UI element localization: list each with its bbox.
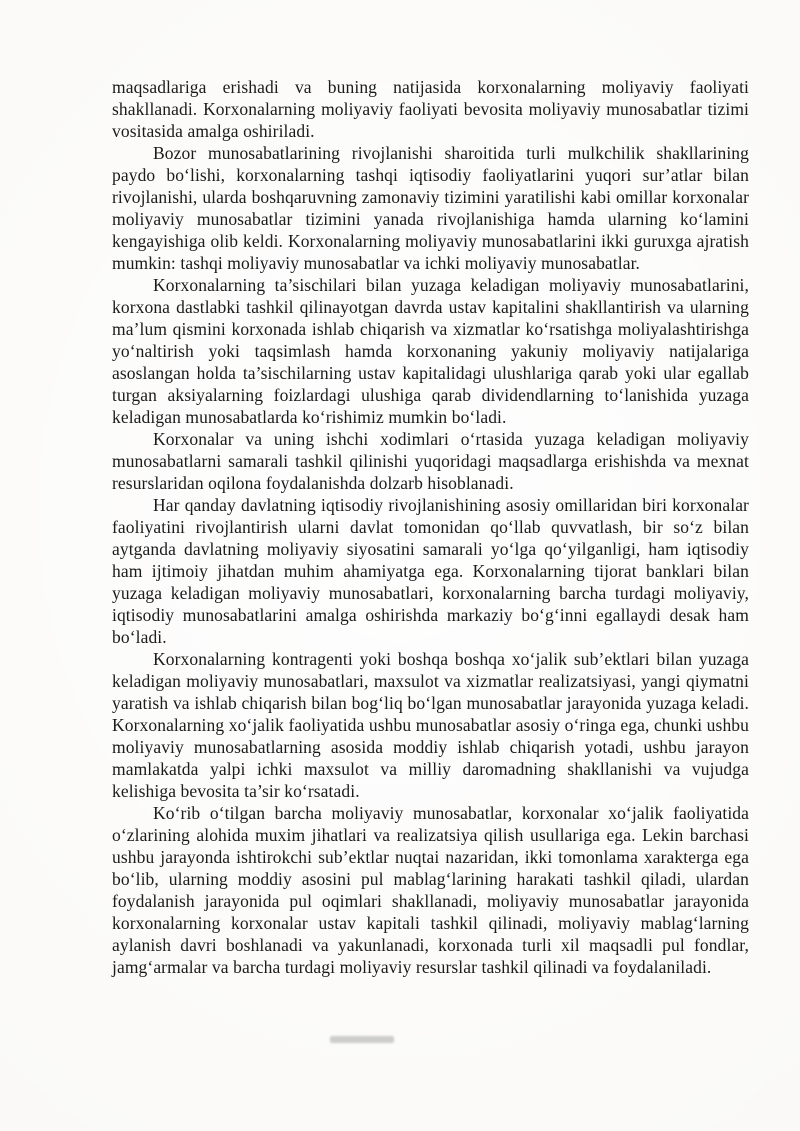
paragraph-7: Koʻrib oʻtilgan barcha moliyaviy munosabatlar, korxonalar xoʻjalik faoliyatida oʻzlarining alohida muxim jihatlari va realizatsiya qilish usullariga ega. Lekin barchasi ushbu jarayonda ishtirokchi sub’ektlar nuqtai nazaridan, ikki tomonlama xarakterga ega boʻlib, ularning moddiy asosini pul mablagʻlarining harakati tashkil qiladi, ulardan foydalanish jarayonida pul oqimlari shakllanadi, moliyaviy munosabatlar jarayonida korxonalarning korxonalar ustav kapitali tashkil qilinadi, moliyaviy mablagʻlarning aylanish davri boshlanadi va yakunlanadi, korxonada turli xil maqsadli pul fondlar, jamgʻarmalar va barcha turdagi moliyaviy resurslar tashkil qilinadi va foydalaniladi. — [112, 803, 749, 977]
paragraph-6: Korxonalarning kontragenti yoki boshqa boshqa xoʻjalik sub’ektlari bilan yuzaga keladigan moliyaviy munosabatlari, maxsulot va xizmatlar realizatsiyasi, yangi qiymatni yaratish va ishlab chiqarish bilan bogʻliq boʻlgan munosabatlar jarayonida yuzaga keladi. Korxonalarning xoʻjalik faoliyatida ushbu munosabatlar asosiy oʻringa ega, chunki ushbu moliyaviy munosabatlarning asosida moddiy ishlab chiqarish yotadi, ushbu jarayon mamlakatda yalpi ichki maxsulot va milliy daromadning shakllanishi va vujudga kelishiga bevosita ta’sir koʻrsatadi. — [112, 649, 749, 801]
paragraph-5: Har qanday davlatning iqtisodiy rivojlanishining asosiy omillaridan biri korxonalar faoliyatini rivojlantirish ularni davlat tomonidan qoʻllab quvvatlash, bir soʻz bilan aytganda davlatning moliyaviy siyosatini samarali yoʻlga qoʻyilganligi, ham iqtisodiy ham ijtimoiy jihatdan muhim ahamiyatga ega. Korxonalarning tijorat banklari bilan yuzaga keladigan moliyaviy munosabatlari, korxonalarning barcha turdagi moliyaviy, iqtisodiy munosabatlarini amalga oshirishda markaziy boʻgʻinni egallaydi desak ham boʻladi. — [112, 495, 749, 647]
paragraph-1: maqsadlariga erishadi va buning natijasida korxonalarning moliyaviy faoliyati shakllanadi. Korxonalarning moliyaviy faoliyati bevosita moliyaviy munosabatlar tizimi vositasida amalga oshiriladi. — [112, 77, 749, 141]
paragraph-2: Bozor munosabatlarining rivojlanishi sharoitida turli mulkchilik shakllarining paydo boʻlishi, korxonalarning tashqi iqtisodiy faoliyatlarini yuqori sur’atlar bilan rivojlanishi, ularda boshqaruvning zamonaviy tizimini yaratilishi kabi omillar korxonalar moliyaviy munosabatlar tizimini yanada rivojlanishiga hamda ularning koʻlamini kengayishiga olib keldi. Korxonalarning moliyaviy munosabatlarini ikki guruxga ajratish mumkin: tashqi moliyaviy munosabatlar va ichki moliyaviy munosabatlar. — [112, 143, 749, 273]
paragraph-3: Korxonalarning ta’sischilari bilan yuzaga keladigan moliyaviy munosabatlarini, korxona dastlabki tashkil qilinayotgan davrda ustav kapitalini shakllantirish va ularning ma’lum qismini korxonada ishlab chiqarish va xizmatlar koʻrsatishga moliyalashtirishga yoʻnaltirish yoki taqsimlash hamda korxonaning yakuniy moliyaviy natijalariga asoslangan holda ta’sischilarning ustav kapitalidagi ulushlariga qarab yoki ular egallab turgan aksiyalarning foizlardagi ulushiga qarab dividendlarning toʻlanishida yuzaga keladigan munosabatlarda koʻrishimiz mumkin boʻladi. — [112, 275, 749, 427]
text-block — [112, 76, 749, 978]
paragraph-4: Korxonalar va uning ishchi xodimlari oʻrtasida yuzaga keladigan moliyaviy munosabatlarni samarali tashkil qilinishi yuqoridagi maqsadlarga erishishda va mexnat resurslaridan oqilona foydalanishda dolzarb hisoblanadi. — [112, 429, 749, 493]
scan-smudge-artifact — [330, 1036, 394, 1043]
